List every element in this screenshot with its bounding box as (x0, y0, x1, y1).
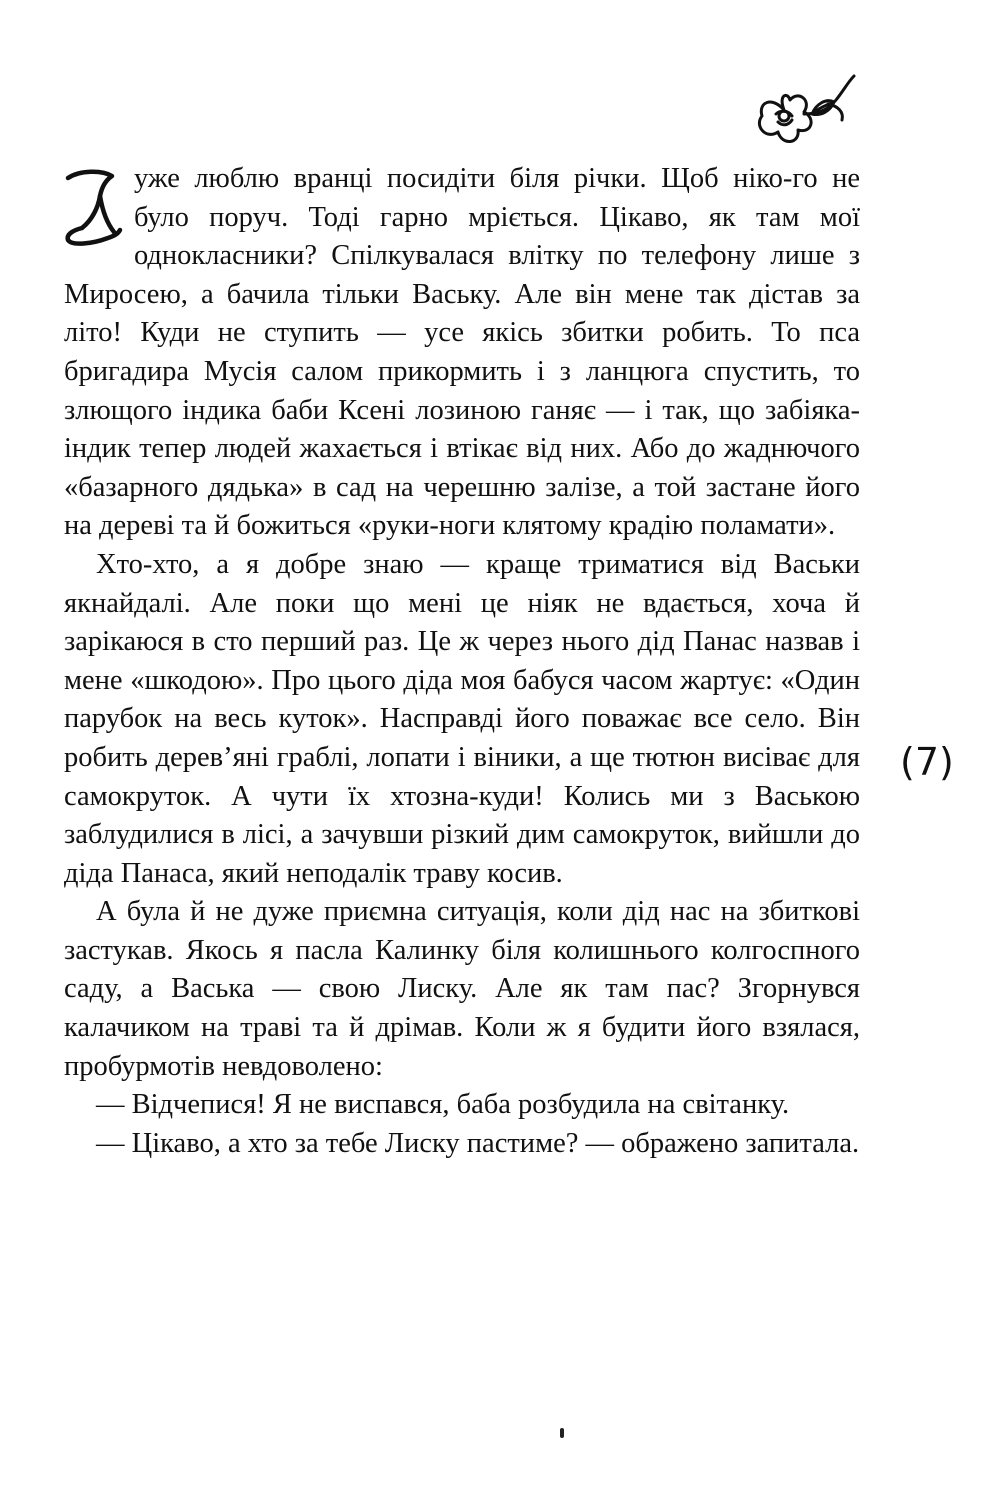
paragraph-4: — Відчепися! Я не виспався, баба розбудила на світанку. (96, 1089, 790, 1121)
text-column (64, 160, 860, 1163)
page-number: (7) (900, 740, 954, 784)
drop-cap-letter (62, 168, 124, 248)
paragraph-2: Хто-хто, а я добре знаю — краще триматися від Васьки якнайдалі. Але поки що мені це ніяк не вдається, хоча й зарікаюся в сто перший раз. Це ж через нього дід Панас назвав і мене «шкодою». Про цього діда моя бабуся часом жартує: «Один парубок на весь куток». Насправді його поважає все село. Він робить дерев’яні граблі, лопати і віники, а ще тютюн висіває для самокруток. А чути їх хтозна-куди! Колись ми з Ваською заблудилися в лісі, а зачувши різкий дим самокруток, вийшли до діда Панаса, який неподалік траву косив. (64, 548, 860, 889)
print-mark (560, 1428, 564, 1438)
paragraph-5: — Цікаво, а хто за тебе Лиску пастиме? — ображено запитала. (96, 1127, 860, 1159)
paragraph-1-text: уже люблю вранці посидіти біля річки. Щоб ніко-го не було поруч. Тоді гарно мріється. Цікаво, як там мої однокласники? Спілкувалася влітку по телефону лише з Миросею, а бачила тільки Ваську. Але він мене так дістав за літо! Куди не ступить — усе якісь збитки робить. То пса бригадира Мусія салом прикормить і з ланцюга спустить, то злющого індика баби Ксені лозиною ганяє — і так, що забіяка-індик тепер людей жахається і втікає від них. Або до жаднючого «базарного дядька» в сад на черешню залізе, а той застане його на дереві та й божиться «руки-ноги клятому крадію поламати». (64, 163, 860, 542)
flower-ornament-icon (752, 70, 864, 150)
paragraph-3: А була й не дуже приємна ситуація, коли дід нас на збиткові застукав. Якось я пасла Калинку біля колишнього колгоспного саду, а Васька — свою Лиску. Але як там пас? Згорнувся калачиком на траві та й дрімав. Коли ж я будити його взялася, пробурмотів невдоволено: (64, 896, 860, 1082)
paragraph-1 (64, 160, 860, 546)
